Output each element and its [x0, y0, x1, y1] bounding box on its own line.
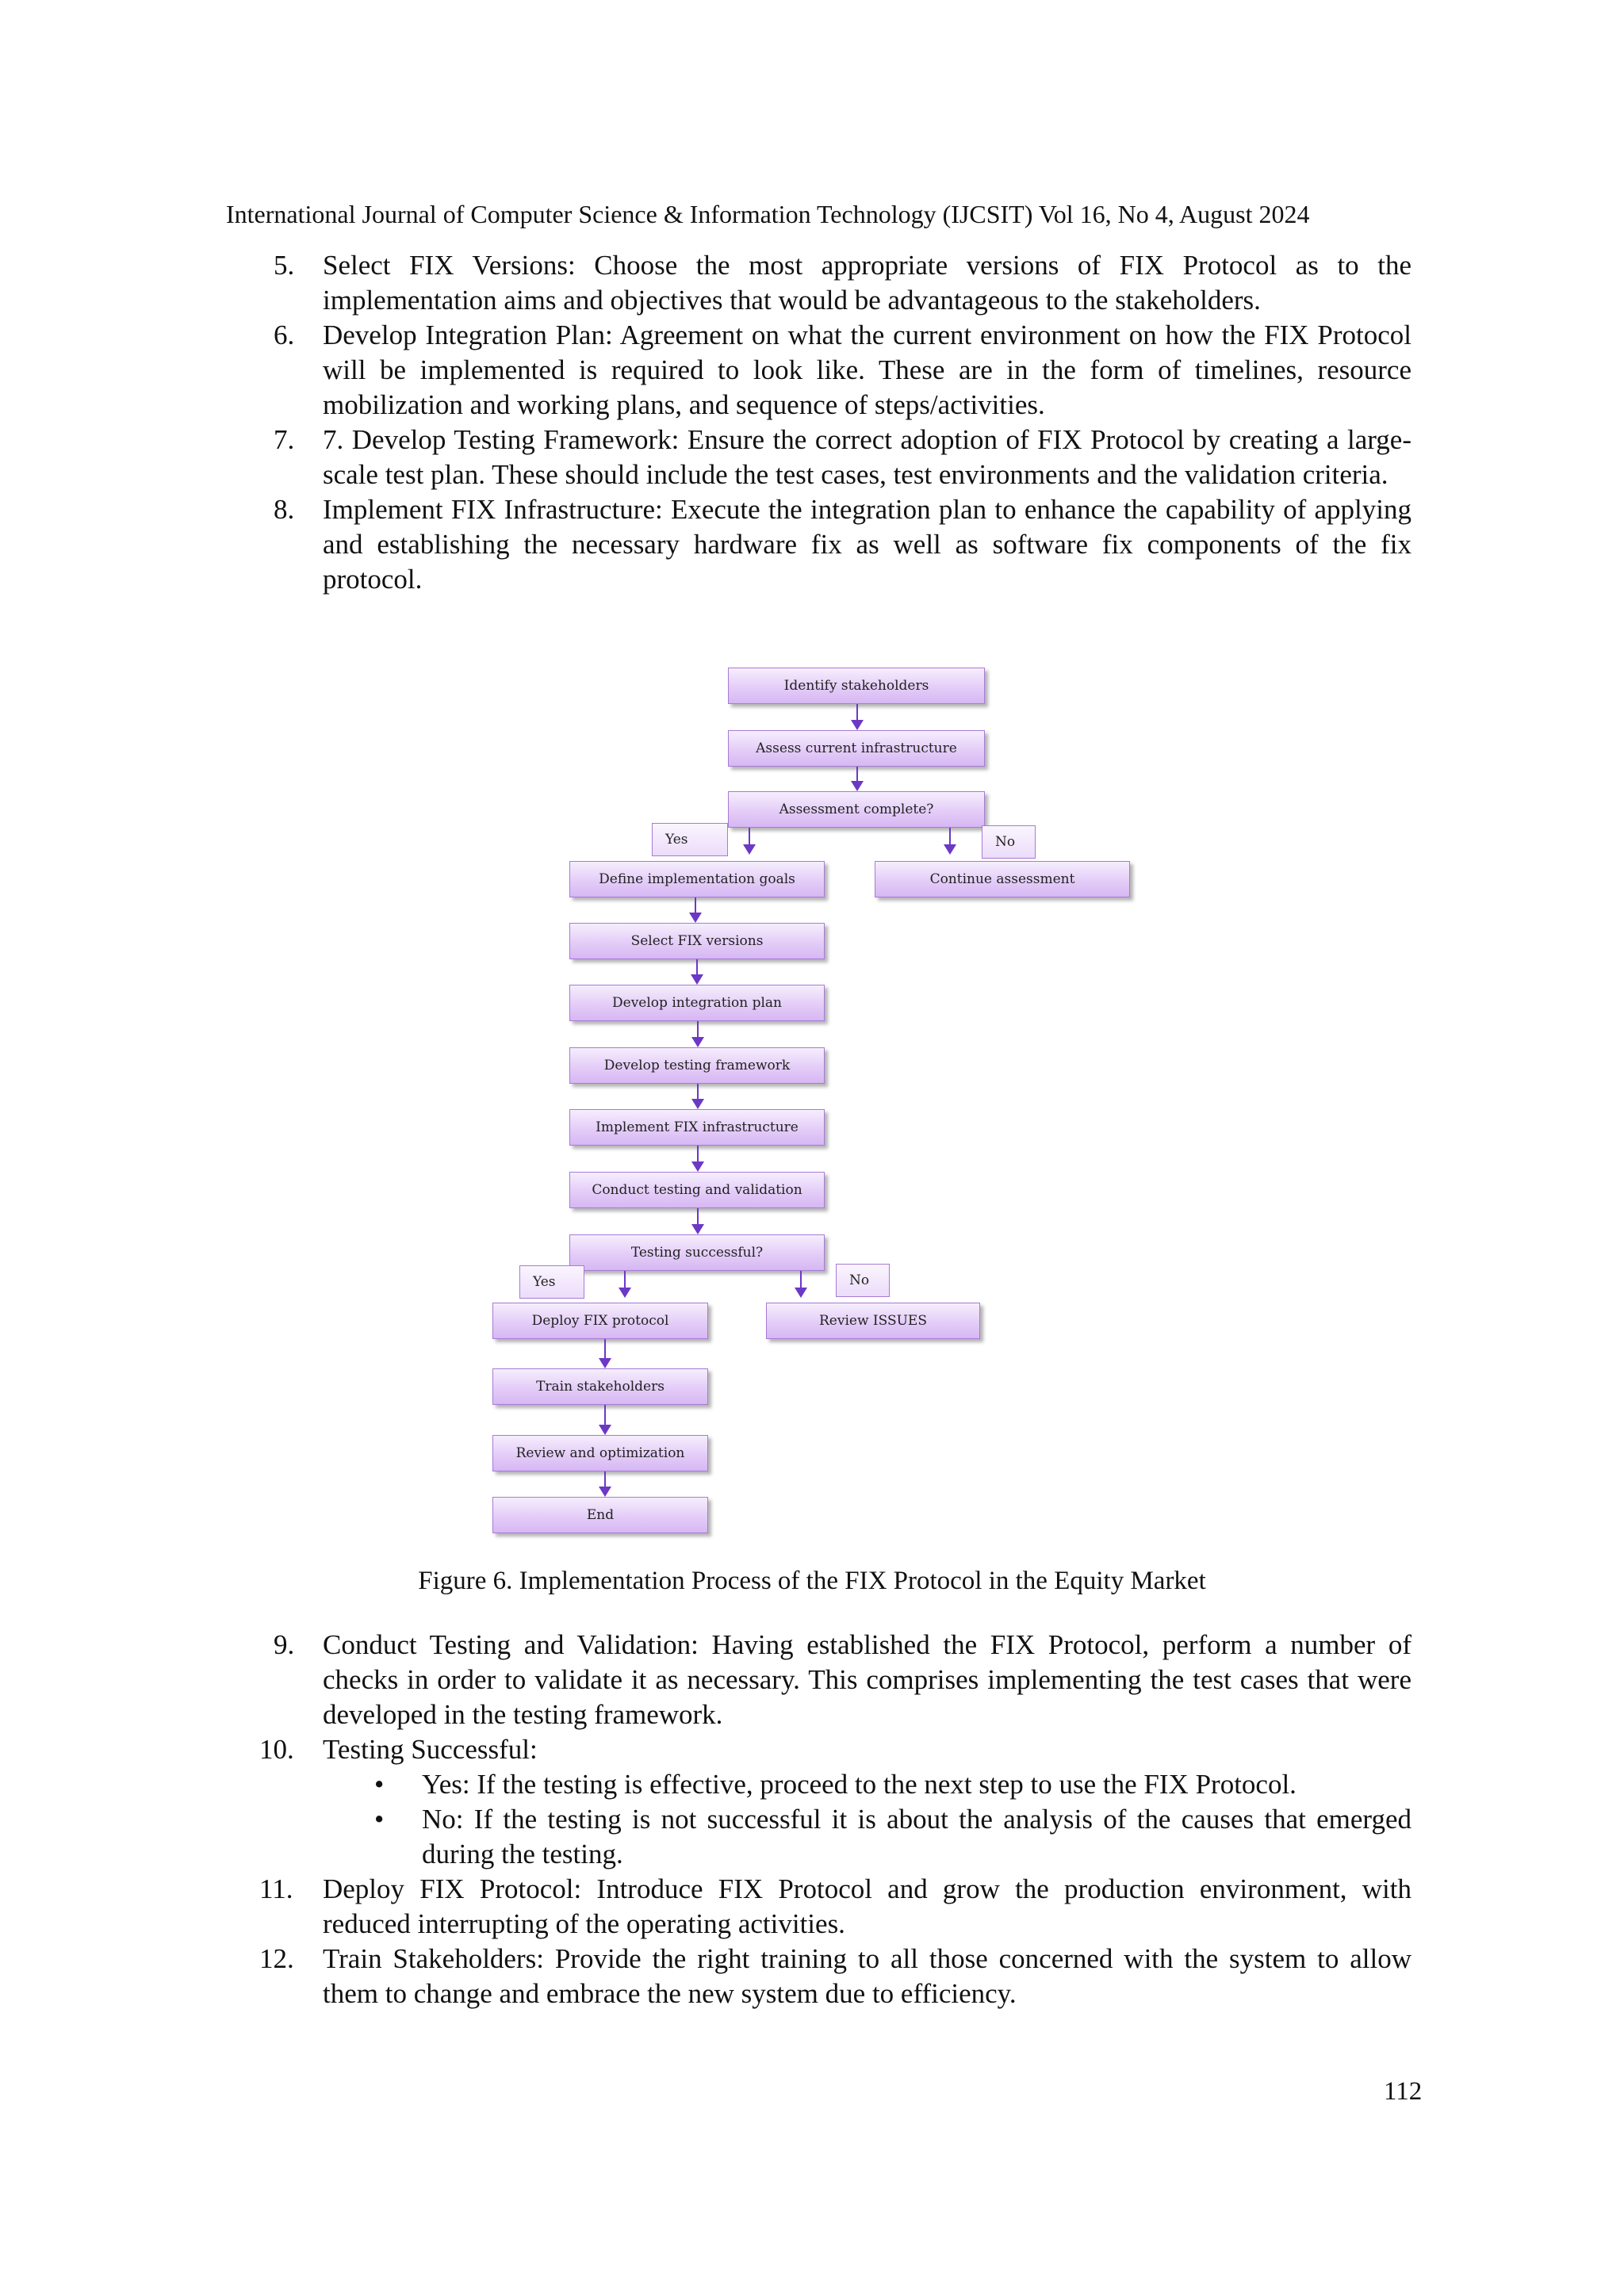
arrow: [743, 828, 756, 855]
node-train-stakeholders: Train stakeholders: [492, 1368, 708, 1405]
list-text: Conduct Testing and Validation: Having established the FIX Protocol, perform a number of checks in order to validate it as necessary. This comprises implementing the test cases that were developed in the testing framework.: [323, 1629, 1411, 1730]
list-item: [0, 318, 1624, 423]
node-testing-framework: Develop testing framework: [569, 1047, 825, 1084]
list-item: [0, 492, 1624, 597]
list-text: 7. Develop Testing Framework: Ensure the correct adoption of FIX Protocol by creating a large-scale test plan. These should include the test cases, test environments and the validation criteria.: [323, 424, 1411, 490]
numbered-list-top: [0, 248, 1624, 597]
label-yes-2: Yes: [519, 1265, 584, 1299]
node-assess-infrastructure: Assess current infrastructure: [728, 730, 985, 767]
bullet-text: Yes: If the testing is effective, proceed to the next step to use the FIX Protocol.: [422, 1769, 1297, 1800]
node-select-versions: Select FIX versions: [569, 923, 825, 959]
arrow: [691, 1084, 704, 1109]
arrow: [691, 1146, 704, 1172]
arrow: [689, 897, 702, 923]
arrow: [851, 767, 864, 791]
list-text: Train Stakeholders: Provide the right training to all those concerned with the system to allow them to change and embrace the new system due to efficiency.: [323, 1943, 1411, 2009]
figure-caption: Figure 6. Implementation Process of the FIX Protocol in the Equity Market: [418, 1567, 1206, 1595]
list-item: [0, 1872, 1624, 1942]
list-text: Testing Successful:: [323, 1734, 538, 1765]
node-assessment-complete: Assessment complete?: [728, 791, 985, 828]
list-number: 7.: [274, 424, 295, 455]
node-implement-infrastructure: Implement FIX infrastructure: [569, 1109, 825, 1146]
list-text: Select FIX Versions: Choose the most appropriate versions of FIX Protocol as to the implementation aims and objectives that would be advantageous to the stakeholders.: [323, 250, 1411, 316]
list-number: 5.: [274, 250, 295, 281]
arrow: [691, 1208, 704, 1234]
list-text: Implement FIX Infrastructure: Execute the integration plan to enhance the capability of applying and establishing the necessary hardware fix as well as software fix components of the fix protocol.: [323, 494, 1411, 595]
page-number: 112: [1384, 2077, 1423, 2106]
list-number: 11.: [259, 1873, 293, 1904]
list-number: 10.: [259, 1734, 294, 1765]
arrow: [944, 828, 956, 855]
arrow: [619, 1271, 631, 1298]
arrow: [795, 1271, 807, 1298]
journal-header: International Journal of Computer Science & Information Technology (IJCSIT) Vol 16, No 4, August 2024: [226, 200, 1310, 228]
bullet-item: [0, 1767, 1624, 1802]
node-review-issues: Review ISSUES: [766, 1303, 980, 1339]
node-conduct-testing: Conduct testing and validation: [569, 1172, 825, 1208]
node-review-optimization: Review and optimization: [492, 1435, 708, 1471]
arrow: [599, 1471, 611, 1497]
list-item: [0, 1732, 1624, 1767]
bullet-icon: •: [374, 1804, 385, 1835]
node-define-goals: Define implementation goals: [569, 861, 825, 897]
node-continue-assessment: Continue assessment: [875, 861, 1130, 897]
label-yes-1: Yes: [652, 823, 728, 856]
arrow: [691, 959, 703, 985]
node-testing-successful: Testing successful?: [569, 1234, 825, 1271]
bullet-text: No: If the testing is not successful it is about the analysis of the causes that emerged during the testing.: [422, 1804, 1411, 1869]
list-item: [0, 248, 1624, 318]
arrow: [691, 1021, 704, 1047]
arrow: [599, 1405, 611, 1435]
bullet-icon: •: [374, 1769, 385, 1800]
arrow: [599, 1339, 611, 1368]
label-no-1: No: [982, 825, 1036, 859]
list-item: [0, 1942, 1624, 2011]
list-text: Deploy FIX Protocol: Introduce FIX Protocol and grow the production environment, with reduced interrupting of the operating activities.: [323, 1873, 1411, 1939]
node-deploy-fix: Deploy FIX protocol: [492, 1303, 708, 1339]
node-identify-stakeholders: Identify stakeholders: [728, 668, 985, 704]
list-number: 12.: [259, 1943, 294, 1974]
list-item: [0, 1628, 1624, 1732]
list-item: [0, 423, 1624, 492]
node-end: End: [492, 1497, 708, 1533]
arrow: [851, 704, 864, 730]
list-number: 8.: [274, 494, 295, 525]
node-integration-plan: Develop integration plan: [569, 985, 825, 1021]
list-number: 6.: [274, 320, 295, 350]
label-no-2: No: [836, 1264, 890, 1297]
list-text: Develop Integration Plan: Agreement on what the current environment on how the FIX Protocol will be implemented is required to look like. These are in the form of timelines, resource mobilization and working plans, and sequence of steps/activities.: [323, 320, 1411, 420]
list-number: 9.: [274, 1629, 295, 1660]
numbered-list-bottom: [0, 1628, 1624, 2011]
bullet-item: [0, 1802, 1624, 1872]
